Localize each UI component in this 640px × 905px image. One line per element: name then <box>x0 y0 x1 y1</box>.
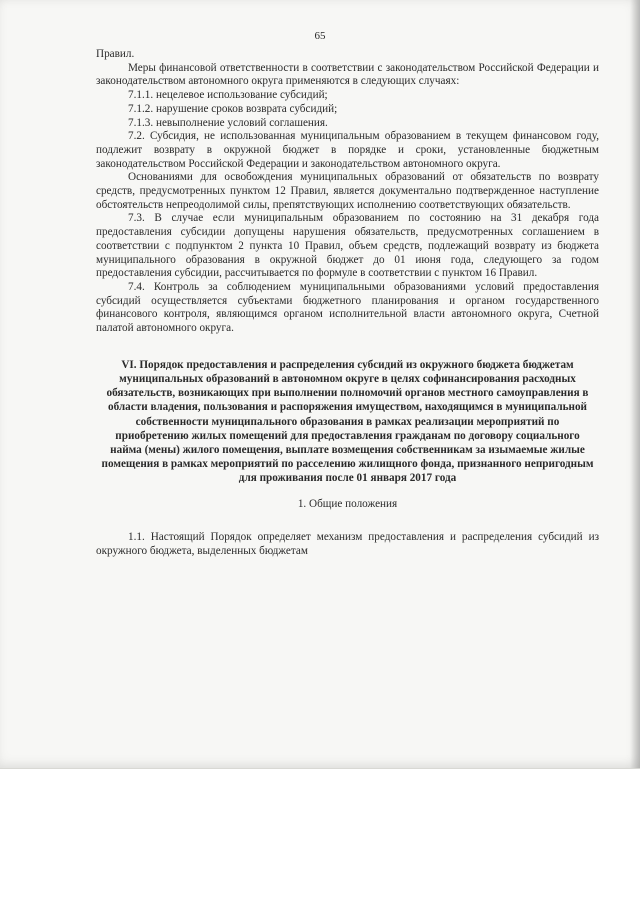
paragraph-exemption-grounds: Основаниями для освобождения муниципальных образований от обязательств по возврату средств, предусмотренных пунктом 12 Правил, является документально подтвержденное наступление обстоятельств непреодолимой силы, препятствующих исполнению соответствующих обязательств. <box>96 171 599 211</box>
list-item-7-1-3: 7.1.3. невыполнение условий соглашения. <box>128 116 328 129</box>
page-edge-shadow <box>630 0 640 768</box>
paragraph-1-1: 1.1. Настоящий Порядок определяет механизм предоставления и распределения субсидий из окружного бюджета, выделенных бюджетам <box>96 531 599 557</box>
page-number: 65 <box>314 30 326 42</box>
paragraph-continuation: Правил. <box>96 48 135 60</box>
list-item-7-1-1: 7.1.1. нецелевое использование субсидий; <box>128 89 328 102</box>
paragraph-7-4: 7.4. Контроль за соблюдением муниципальными образованиями условий предоставления субсидий осуществляется субъектами бюджетного планирования и органом государственного финансового контроля, являющимся органом исполнительной власти автономного округа, Счетной палатой автономного округа. <box>96 280 599 335</box>
list-item-7-1-2: 7.1.2. нарушение сроков возврата субсидий; <box>128 102 338 115</box>
paragraph-7-3: 7.3. В случае если муниципальным образованием по состоянию на 31 декабря года предоставления субсидии допущены нарушения обязательств, предусмотренных соглашением в соответствии с подпунктом 2 пункта 10 Правил, объем средств, подлежащий возврату из бюджета муниципального образования в окружной бюджет до 01 июня года, следующего за годом предоставления субсидии, рассчитывается по формуле в соответствии с пунктом 16 Правил. <box>96 212 599 280</box>
paragraph-7-2: 7.2. Субсидия, не использованная муниципальным образованием в текущем финансовом году, подлежит возврату в окружной бюджет в порядке и сроки, установленные бюджетным законодательством Российской Федерации и законодательством автономного округа. <box>96 130 599 170</box>
document-body <box>96 48 599 559</box>
section-heading-vi: VI. Порядок предоставления и распределения субсидий из окружного бюджета бюджетам муниципальных образований в автономном округе в целях софинансирования расходных обязательств, возникающих при выполнении полномочий органов местного самоуправления в области владения, пользования и распоряжения имуществом, находящимся в муниципальной собственности муниципального образования в рамках реализации мероприятий по приобретению жилых помещений для предоставления гражданам по договору социального найма (мены) жилого помещения, выплате возмещения собственникам за изымаемые жилые помещения в рамках мероприятий по расселению жилищного фонда, признанного непригодным для проживания после 01 января 2017 года <box>101 358 594 485</box>
subsection-heading-general: 1. Общие положения <box>297 497 398 510</box>
paragraph-liability-intro: Меры финансовой ответственности в соответствии с законодательством Российской Федерации и законодательством автономного округа применяются в следующих случаях: <box>96 61 599 88</box>
